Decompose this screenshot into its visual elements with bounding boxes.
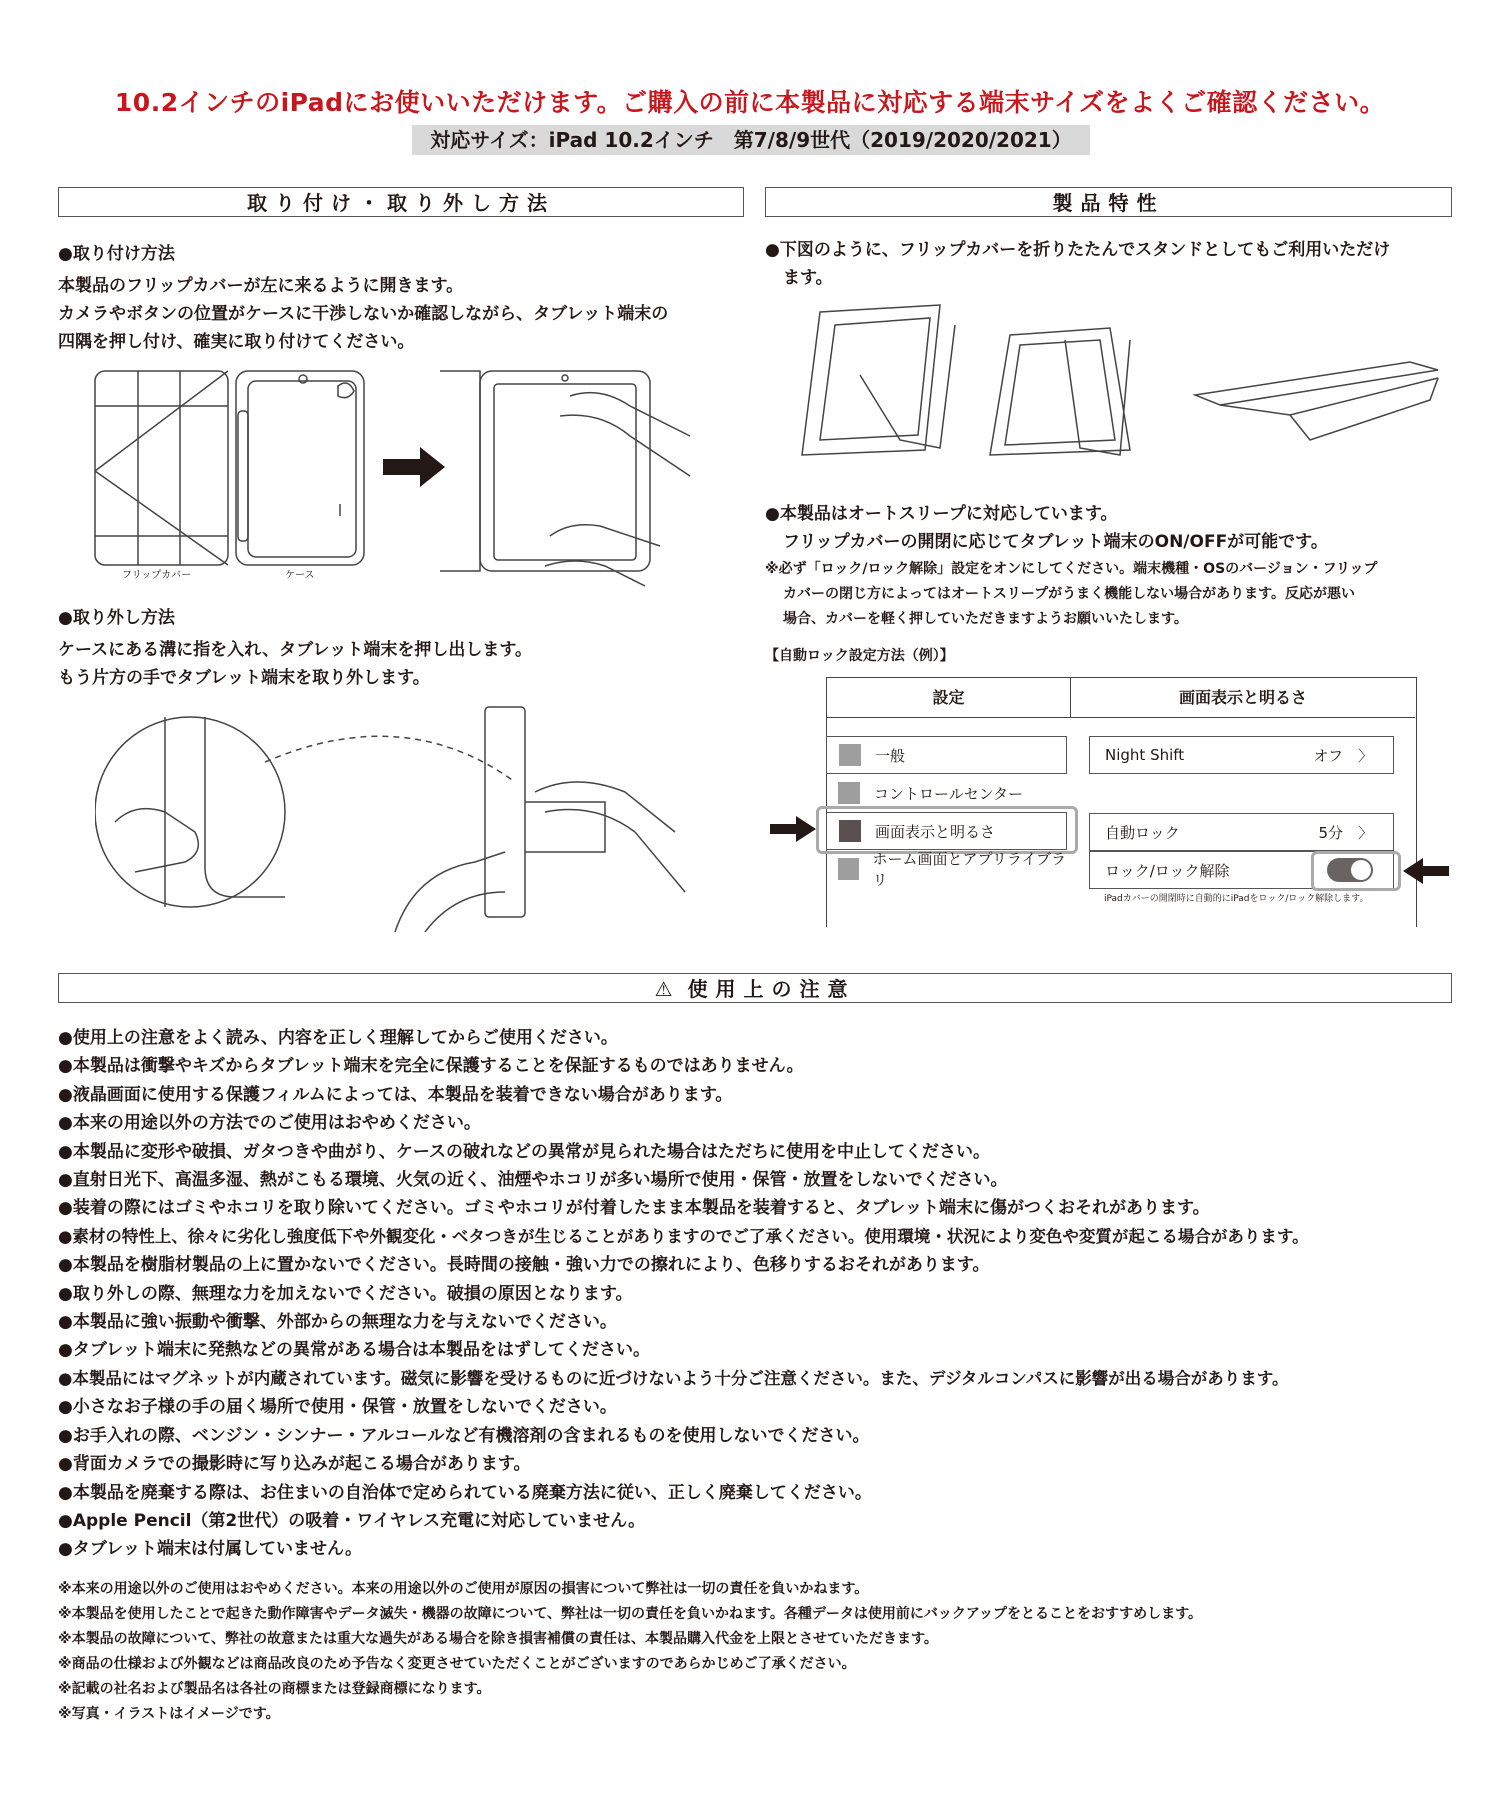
footnote: ※本製品の故障について、弊社の故意または重大な過失がある場合を除き損害補償の責任は、本製品購入代金を上限とさせていただきます。 [58, 1631, 938, 1647]
auto-lock-value: 5分 〉 [1318, 823, 1373, 842]
caution-item: ●直射日光下、高温多湿、熱がこもる環境、火気の近く、油煙やホコリが多い場所で使用・保管・放置をしないでください。 [58, 1170, 1008, 1191]
caution-item: ●本製品にはマグネットが内蔵されています。磁気に影響を受けるものに近づけないよう十分ご注意ください。また、デジタルコンパスに影響が出る場合があります。 [58, 1368, 1289, 1388]
general-icon [839, 744, 861, 766]
compatible-size-bar: 対応サイズ：iPad 10.2インチ 第7/8/9世代（2019/2020/2021） [412, 125, 1090, 155]
caution-item: ●お手入れの際、ベンジン・シンナー・アルコールなど有機溶剤の含まれるものを使用しないでください。 [58, 1425, 870, 1446]
cautions-list [58, 1024, 1309, 1564]
caution-item: ●本製品に強い振動や衝撃、外部からの無理な力を与えないでください。 [58, 1312, 617, 1333]
arrow-right-icon [383, 447, 445, 487]
sleep-note-line: カバーの閉じ方によってはオートスリープがうまく機能しない場合があります。反応が悪い [783, 586, 1356, 602]
tablet-outline [480, 371, 650, 571]
stand-flat-outline [1195, 362, 1438, 405]
caution-item: ●取り外しの際、無理な力を加えないでください。破損の原因となります。 [58, 1283, 633, 1304]
night-shift-label: Night Shift [1105, 746, 1185, 764]
sleep-text [765, 500, 1328, 556]
caution-item: ●使用上の注意をよく読み、内容を正しく理解してからご使用ください。 [58, 1028, 618, 1048]
caution-item: ●素材の特性上、徐々に劣化し強度低下や外観変化・ベタつきが生じることがありますのでご了承ください。使用環境・状況により変色や変質が起こる場合があります。 [58, 1226, 1309, 1246]
attach-heading: ●取り付け方法 [58, 244, 175, 264]
auto-lock-example-label: 【自動ロック設定方法（例）】 [765, 648, 954, 664]
caution-item: ●本製品に変形や破損、ガタつきや曲がり、ケースの破れなどの異常が見られた場合はただちに使用を中止してください。 [58, 1141, 990, 1162]
attach-line: 本製品のフリップカバーが左に来るように開きます。 [58, 276, 464, 296]
stand-illustration [790, 300, 1450, 460]
night-shift-row[interactable] [1089, 736, 1394, 774]
features-section-title: 製品特性 [765, 187, 1452, 217]
settings-item-home-screen[interactable] [826, 850, 1067, 888]
detail-circle [95, 717, 285, 907]
caution-item: ●本製品を廃棄する際は、お住まいの自治体で定められている廃棄方法に従い、正しく廃棄してください。 [58, 1482, 872, 1503]
warning-icon: ⚠ [654, 977, 673, 1001]
footnote: ※本製品を使用したことで起きた動作障害やデータ滅失・機器の故障について、弊社は一切の責任を負いかねます。各種データは使用前にバックアップをとることをおすすめします。 [58, 1606, 1202, 1622]
lock-caption: iPadカバーの開閉時に自動的にiPadをロック/ロック解除します。 [1104, 894, 1369, 904]
settings-item-label: 画面表示と明るさ [875, 822, 996, 841]
sleep-note-line: ※必ず「ロック/ロック解除」設定をオンにしてください。端末機種・OSのバージョン・フリップ [765, 561, 1378, 577]
install-section-title: 取り付け・取り外し方法 [58, 187, 744, 217]
remove-line: ケースにある溝に指を入れ、タブレット端末を押し出します。 [58, 640, 532, 660]
arrow-left-icon [1403, 858, 1449, 884]
stand-portrait-outline [802, 305, 940, 455]
arrow-right-icon [770, 816, 816, 842]
remove-text [58, 636, 532, 692]
night-shift-value: オフ 〉 [1313, 746, 1373, 765]
caution-item: ●タブレット端末は付属していません。 [58, 1539, 363, 1560]
stand-line: ●下図のように、フリップカバーを折りたたんでスタンドとしてもご利用いただけ [765, 240, 1391, 260]
auto-lock-label: 自動ロック [1105, 823, 1180, 842]
auto-lock-row[interactable] [1089, 813, 1394, 851]
remove-heading: ●取り外し方法 [58, 608, 175, 628]
stand-text [765, 236, 1390, 292]
settings-item-label: 一般 [875, 746, 906, 765]
caution-item: ●背面カメラでの撮影時に写り込みが起こる場合があります。 [58, 1454, 531, 1475]
toggle-highlight-box [1311, 851, 1401, 891]
attach-line: 四隅を押し付け、確実に取り付けてください。 [58, 332, 415, 352]
settings-item-label: コントロールセンター [874, 784, 1024, 803]
settings-item-label: ホーム画面とアプリライブラリ [872, 850, 1067, 889]
caution-item: ●本製品を樹脂材製品の上に置かないでください。長時間の接触・強い力での擦れにより、色移りするおそれがあります。 [58, 1255, 990, 1276]
home-screen-icon [838, 858, 859, 880]
cautions-section-title [58, 973, 1452, 1003]
stand-line: ます。 [783, 268, 833, 288]
label-flip-cover: フリップカバー [122, 570, 192, 581]
caution-item: ●タブレット端末に発熱などの異常がある場合は本製品をはずしてください。 [58, 1340, 650, 1361]
caution-item: ●本製品は衝撃やキズからタブレット端末を完全に保護することを保証するものではありません。 [58, 1056, 804, 1077]
sleep-note-line: 場合、カバーを軽く押していただきますようお願いいたします。 [783, 611, 1188, 627]
caution-item: ●本来の用途以外の方法でのご使用はおやめください。 [58, 1113, 481, 1134]
settings-header: 設定 [827, 678, 1071, 718]
cautions-title-text: 使用上の注意 [687, 977, 856, 1001]
footnote: ※商品の仕様および外観などは商品改良のため予告なく変更させていただくことがございますのであらかじめご了承ください。 [58, 1656, 856, 1672]
remove-illustration [95, 702, 715, 932]
lock-unlock-label: ロック/ロック解除 [1105, 861, 1230, 880]
attach-text [58, 272, 668, 356]
highlight-box [816, 806, 1078, 854]
sleep-line: フリップカバーの開閉に応じてタブレット端末のON/OFFが可能です。 [783, 532, 1328, 552]
footnote: ※写真・イラストはイメージです。 [58, 1706, 280, 1722]
control-center-icon [838, 782, 860, 804]
caution-item: ●液晶画面に使用する保護フィルムによっては、本製品を装着できない場合があります。 [58, 1084, 733, 1105]
settings-item-general[interactable] [826, 736, 1067, 774]
case-outline [236, 371, 364, 565]
footnote: ※記載の社名および製品名は各社の商標または登録商標になります。 [58, 1681, 491, 1697]
caution-item: ●小さなお子様の手の届く場所で使用・保管・放置をしないでください。 [58, 1397, 617, 1418]
headline: 10.2インチのiPadにお使いいただけます。ご購入の前に本製品に対応する端末サイズをよくご確認ください。 [114, 88, 1386, 117]
sleep-note [765, 557, 1377, 632]
footnote: ※本来の用途以外のご使用はおやめください。本来の用途以外のご使用が原因の損害について弊社は一切の責任を負いかねます。 [58, 1581, 869, 1597]
attach-line: カメラやボタンの位置がケースに干渉しないか確認しながら、タブレット端末の [58, 304, 669, 324]
caution-item: ●Apple Pencil（第2世代）の吸着・ワイヤレス充電に対応していません。 [58, 1510, 646, 1531]
remove-line: もう片方の手でタブレット端末を取り外します。 [58, 668, 430, 688]
display-brightness-header: 画面表示と明るさ [1071, 678, 1415, 718]
attach-illustration [90, 366, 710, 592]
sleep-line: ●本製品はオートスリープに対応しています。 [765, 504, 1118, 524]
stand-landscape-outline [990, 328, 1130, 455]
footnotes [58, 1577, 1202, 1727]
caution-item: ●装着の際にはゴミやホコリを取り除いてください。ゴミやホコリが付着したまま本製品を装着すると、タブレット端末に傷がつくおそれがあります。 [58, 1198, 1210, 1219]
label-case: ケース [285, 570, 315, 581]
